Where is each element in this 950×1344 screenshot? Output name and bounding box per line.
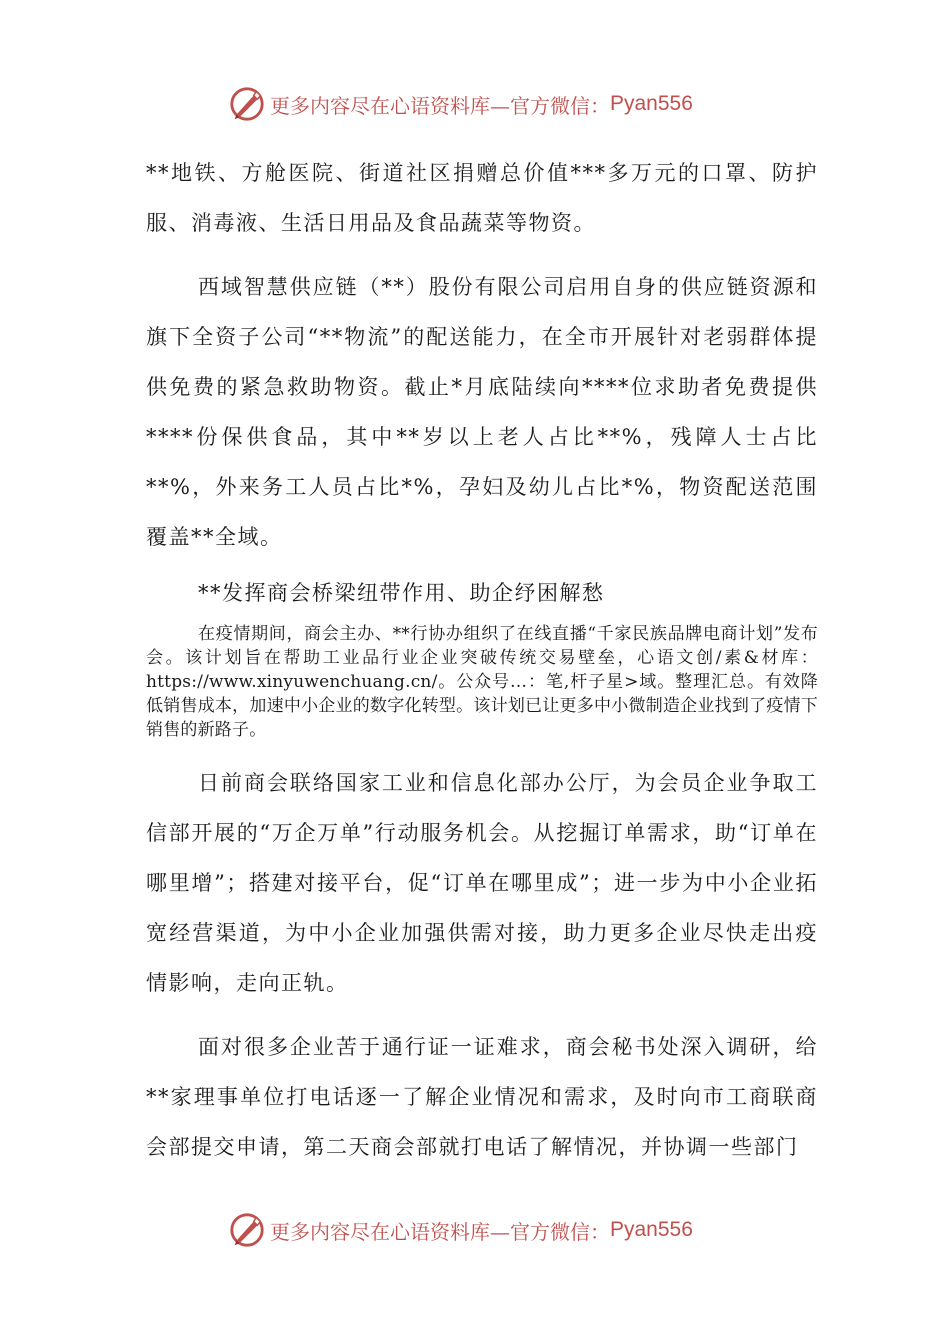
paragraph-orders: 日前商会联络国家工业和信息化部办公厅，为会员企业争取工信部开展的“万企万单”行动服务机会。从挖掘订单需求，助“订单在哪里增”；搭建对接平台，促“订单在哪里成”；进一步为中小企业拓宽经营渠道，为中小企业加强供需对接，助力更多企业尽快走出疫情影响，走向正轨。 (146, 771, 818, 995)
watermark-wechat-id: Pyan556 (610, 1218, 693, 1241)
watermark-text: 更多内容尽在心语资料库—官方微信： (270, 93, 610, 118)
paragraph-donations: **地铁、方舱医院、街道社区捐赠总价值***多万元的口罩、防护服、消毒液、生活日用品及食品蔬菜等物资。 (146, 161, 818, 235)
watermark-wechat-id: Pyan556 (610, 92, 693, 115)
pen-logo-icon (228, 1211, 266, 1249)
pen-logo-icon (228, 85, 266, 123)
watermark-footer (228, 1210, 748, 1250)
watermark-header (228, 84, 748, 124)
paragraph-supply-chain: 西域智慧供应链（**）股份有限公司启用自身的供应链资源和旗下全资子公司“**物流”的配送能力，在全市开展针对老弱群体提供免费的紧急救助物资。截止*月底陆续向****位求助者免费提供****份保供食品，其中**岁以上老人占比**%，残障人士占比**%，外来务工人员占比*%，孕妇及幼儿占比*%，物资配送范围覆盖**全域。 (146, 275, 818, 549)
paragraph-livestream: 在疫情期间，商会主办、**行协办组织了在线直播“千家民族品牌电商计划”发布会。该计划旨在帮助工业品行业企业突破传统交易壁垒，心语文创/素&材库：https://www.xinyuwenchuang.cn/。公众号…：笔,杆子星>域。整理汇总。有效降低销售成本，加速中小企业的数字化转型。该计划已让更多中小微制造企业找到了疫情下销售的新路子。 (146, 624, 818, 740)
document-body (146, 148, 818, 1172)
watermark-text: 更多内容尽在心语资料库—官方微信： (270, 1219, 610, 1244)
section-heading: **发挥商会桥梁纽带作用、助企纾困解愁 (198, 581, 605, 605)
paragraph-permits: 面对很多企业苦于通行证一证难求，商会秘书处深入调研，给**家理事单位打电话逐一了解企业情况和需求，及时向市工商联商会部提交申请，第二天商会部就打电话了解情况，并协调一些部门 (146, 1035, 818, 1159)
